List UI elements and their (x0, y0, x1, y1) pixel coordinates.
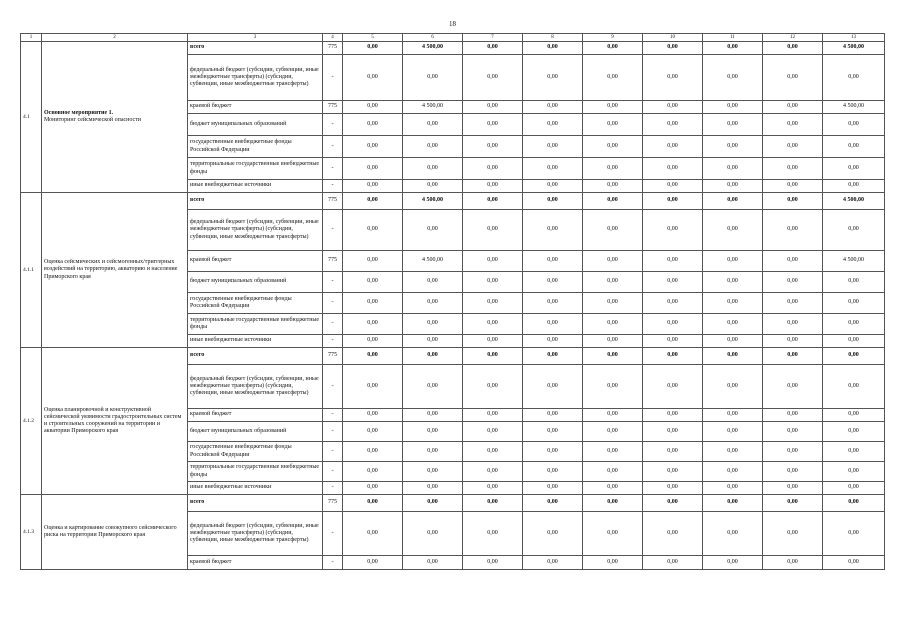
amount-cell: 0,00 (583, 293, 643, 314)
amount-cell: 0,00 (343, 314, 403, 335)
section-title: Оценка сейсмических и сейсмогенных/триггерных воздействий на территорию, акваторию и население Приморского края (44, 259, 178, 280)
amount-cell: 0,00 (703, 251, 763, 272)
amount-cell: 0,00 (463, 335, 523, 348)
column-header: 12 (763, 34, 823, 42)
amount-cell: 0,00 (463, 55, 523, 101)
amount-cell: 0,00 (463, 512, 523, 556)
amount-cell: 0,00 (463, 101, 523, 114)
amount-cell: 0,00 (823, 158, 885, 180)
amount-cell: 0,00 (403, 210, 463, 251)
amount-cell: 0,00 (343, 42, 403, 55)
budget-code: - (323, 114, 343, 136)
funding-source: всего (188, 193, 323, 210)
budget-code: - (323, 136, 343, 158)
amount-cell: 0,00 (583, 556, 643, 570)
column-header: 13 (823, 34, 885, 42)
budget-code: 775 (323, 101, 343, 114)
funding-source: территориальные государственные внебюджетные фонды (188, 314, 323, 335)
amount-cell: 0,00 (463, 114, 523, 136)
amount-cell: 0,00 (823, 422, 885, 442)
amount-cell: 0,00 (523, 409, 583, 422)
amount-cell: 0,00 (643, 136, 703, 158)
section-title: Оценка и картирование совокупного сейсмического риска на территории Приморского края (44, 524, 177, 538)
budget-code: 775 (323, 251, 343, 272)
amount-cell: 0,00 (583, 136, 643, 158)
budget-code: - (323, 335, 343, 348)
amount-cell: 0,00 (343, 114, 403, 136)
amount-cell: 0,00 (763, 193, 823, 210)
amount-cell: 0,00 (523, 114, 583, 136)
amount-cell: 0,00 (463, 348, 523, 365)
amount-cell: 0,00 (763, 482, 823, 495)
amount-cell: 0,00 (463, 272, 523, 293)
budget-code: - (323, 158, 343, 180)
amount-cell: 0,00 (643, 422, 703, 442)
amount-cell: 0,00 (703, 158, 763, 180)
budget-code: - (323, 55, 343, 101)
amount-cell: 0,00 (523, 42, 583, 55)
budget-code: - (323, 442, 343, 462)
amount-cell: 0,00 (523, 442, 583, 462)
amount-cell: 0,00 (343, 335, 403, 348)
amount-cell: 0,00 (643, 556, 703, 570)
amount-cell: 0,00 (823, 293, 885, 314)
amount-cell: 0,00 (463, 442, 523, 462)
amount-cell: 0,00 (523, 136, 583, 158)
amount-cell: 0,00 (703, 442, 763, 462)
column-header: 11 (703, 34, 763, 42)
amount-cell: 0,00 (823, 136, 885, 158)
funding-source: государственные внебюджетные фонды Российской Федерации (188, 442, 323, 462)
budget-code: - (323, 272, 343, 293)
amount-cell: 0,00 (643, 42, 703, 55)
funding-source: всего (188, 42, 323, 55)
amount-cell: 0,00 (643, 442, 703, 462)
amount-cell: 0,00 (463, 409, 523, 422)
funding-source: иные внебюджетные источники (188, 180, 323, 193)
amount-cell: 0,00 (763, 314, 823, 335)
amount-cell: 0,00 (463, 482, 523, 495)
amount-cell: 0,00 (343, 365, 403, 409)
amount-cell: 0,00 (703, 348, 763, 365)
amount-cell: 0,00 (763, 101, 823, 114)
amount-cell: 0,00 (823, 314, 885, 335)
amount-cell: 0,00 (583, 101, 643, 114)
amount-cell: 0,00 (763, 442, 823, 462)
amount-cell: 0,00 (643, 293, 703, 314)
funding-source: бюджет муниципальных образований (188, 272, 323, 293)
amount-cell: 0,00 (763, 158, 823, 180)
amount-cell: 0,00 (463, 365, 523, 409)
budget-code: 775 (323, 42, 343, 55)
amount-cell: 0,00 (703, 512, 763, 556)
section-name-cell (42, 495, 188, 570)
funding-source: территориальные государственные внебюджетные фонды (188, 462, 323, 482)
budget-code: - (323, 180, 343, 193)
amount-cell: 0,00 (763, 251, 823, 272)
amount-cell: 0,00 (703, 42, 763, 55)
amount-cell: 0,00 (703, 422, 763, 442)
budget-code: - (323, 512, 343, 556)
amount-cell: 0,00 (523, 512, 583, 556)
amount-cell: 0,00 (583, 409, 643, 422)
amount-cell: 0,00 (343, 556, 403, 570)
amount-cell: 0,00 (583, 210, 643, 251)
amount-cell: 0,00 (583, 114, 643, 136)
amount-cell: 0,00 (763, 136, 823, 158)
amount-cell: 4 500,00 (823, 42, 885, 55)
amount-cell: 0,00 (643, 55, 703, 101)
amount-cell: 0,00 (583, 442, 643, 462)
amount-cell: 0,00 (823, 114, 885, 136)
amount-cell: 0,00 (823, 55, 885, 101)
budget-code: 775 (323, 495, 343, 512)
amount-cell: 0,00 (523, 272, 583, 293)
amount-cell: 0,00 (583, 272, 643, 293)
amount-cell: 0,00 (583, 495, 643, 512)
amount-cell: 0,00 (703, 210, 763, 251)
amount-cell: 0,00 (703, 55, 763, 101)
amount-cell: 0,00 (343, 482, 403, 495)
section-code: 4.1 (21, 42, 42, 193)
funding-source: федеральный бюджет (субсидии, субвенции, иные межбюджетные трансферты) (субсидии, субвенции, иные межбюджетные трансферты) (188, 55, 323, 101)
amount-cell: 0,00 (583, 314, 643, 335)
funding-source: территориальные государственные внебюджетные фонды (188, 158, 323, 180)
amount-cell: 0,00 (343, 158, 403, 180)
amount-cell: 0,00 (643, 462, 703, 482)
amount-cell: 0,00 (643, 482, 703, 495)
amount-cell: 4 500,00 (403, 193, 463, 210)
amount-cell: 0,00 (703, 462, 763, 482)
amount-cell: 0,00 (343, 101, 403, 114)
funding-source: всего (188, 495, 323, 512)
amount-cell: 0,00 (583, 251, 643, 272)
amount-cell: 0,00 (343, 462, 403, 482)
amount-cell: 0,00 (523, 422, 583, 442)
amount-cell: 0,00 (763, 180, 823, 193)
amount-cell: 0,00 (403, 482, 463, 495)
amount-cell: 0,00 (523, 482, 583, 495)
funding-source: иные внебюджетные источники (188, 335, 323, 348)
budget-table (20, 33, 885, 570)
amount-cell: 0,00 (703, 136, 763, 158)
amount-cell: 0,00 (643, 512, 703, 556)
amount-cell: 4 500,00 (823, 251, 885, 272)
budget-code: - (323, 462, 343, 482)
amount-cell: 0,00 (823, 512, 885, 556)
section-title: Оценка планировочной и конструктивной сейсмической уязвимости градостроительных систем и строительных сооружений на территории и акватории Приморского края (44, 406, 182, 435)
budget-code: - (323, 409, 343, 422)
amount-cell: 0,00 (823, 365, 885, 409)
amount-cell: 0,00 (583, 365, 643, 409)
amount-cell: 0,00 (583, 512, 643, 556)
amount-cell: 0,00 (523, 462, 583, 482)
funding-source: всего (188, 348, 323, 365)
amount-cell: 0,00 (463, 314, 523, 335)
amount-cell: 0,00 (763, 462, 823, 482)
amount-cell: 0,00 (523, 365, 583, 409)
section-code: 4.1.3 (21, 495, 42, 570)
amount-cell: 0,00 (403, 314, 463, 335)
amount-cell: 0,00 (343, 55, 403, 101)
amount-cell: 0,00 (523, 348, 583, 365)
amount-cell: 0,00 (463, 462, 523, 482)
amount-cell: 0,00 (403, 114, 463, 136)
amount-cell: 0,00 (463, 556, 523, 570)
amount-cell: 0,00 (463, 210, 523, 251)
section-title-bold: Основное мероприятие 1. (44, 109, 114, 116)
column-header: 2 (42, 34, 188, 42)
amount-cell: 0,00 (763, 556, 823, 570)
amount-cell: 0,00 (703, 495, 763, 512)
amount-cell: 0,00 (523, 293, 583, 314)
amount-cell: 0,00 (703, 365, 763, 409)
funding-source: бюджет муниципальных образований (188, 114, 323, 136)
amount-cell: 0,00 (343, 442, 403, 462)
funding-source: краевой бюджет (188, 556, 323, 570)
amount-cell: 0,00 (343, 422, 403, 442)
amount-cell: 4 500,00 (403, 251, 463, 272)
amount-cell: 4 500,00 (823, 101, 885, 114)
funding-source: иные внебюджетные источники (188, 482, 323, 495)
amount-cell: 0,00 (403, 422, 463, 442)
budget-code: - (323, 293, 343, 314)
amount-cell: 0,00 (583, 42, 643, 55)
amount-cell: 0,00 (643, 158, 703, 180)
column-header: 8 (523, 34, 583, 42)
column-header: 4 (323, 34, 343, 42)
amount-cell: 0,00 (523, 556, 583, 570)
amount-cell: 0,00 (463, 193, 523, 210)
section-code: 4.1.2 (21, 348, 42, 495)
amount-cell: 0,00 (703, 335, 763, 348)
amount-cell: 0,00 (643, 251, 703, 272)
section-code: 4.1.1 (21, 193, 42, 348)
budget-code: - (323, 365, 343, 409)
amount-cell: 0,00 (343, 495, 403, 512)
amount-cell: 0,00 (403, 55, 463, 101)
amount-cell: 0,00 (823, 180, 885, 193)
amount-cell: 0,00 (763, 210, 823, 251)
amount-cell: 0,00 (763, 114, 823, 136)
amount-cell: 0,00 (823, 409, 885, 422)
amount-cell: 0,00 (463, 495, 523, 512)
funding-source: краевой бюджет (188, 409, 323, 422)
amount-cell: 0,00 (403, 136, 463, 158)
funding-source: краевой бюджет (188, 101, 323, 114)
amount-cell: 0,00 (523, 158, 583, 180)
amount-cell: 0,00 (583, 193, 643, 210)
amount-cell: 0,00 (763, 495, 823, 512)
column-header: 9 (583, 34, 643, 42)
amount-cell: 0,00 (823, 335, 885, 348)
amount-cell: 0,00 (643, 193, 703, 210)
section-name-cell (42, 193, 188, 348)
amount-cell: 0,00 (343, 210, 403, 251)
section-name-cell (42, 348, 188, 495)
amount-cell: 0,00 (763, 42, 823, 55)
amount-cell: 0,00 (643, 114, 703, 136)
amount-cell: 0,00 (763, 365, 823, 409)
amount-cell: 0,00 (583, 348, 643, 365)
amount-cell: 0,00 (703, 193, 763, 210)
amount-cell: 0,00 (583, 335, 643, 348)
amount-cell: 0,00 (463, 136, 523, 158)
amount-cell: 0,00 (523, 55, 583, 101)
budget-code: 775 (323, 348, 343, 365)
amount-cell: 0,00 (463, 422, 523, 442)
amount-cell: 0,00 (763, 409, 823, 422)
amount-cell: 0,00 (703, 556, 763, 570)
amount-cell: 0,00 (643, 314, 703, 335)
amount-cell: 4 500,00 (403, 42, 463, 55)
amount-cell: 0,00 (463, 180, 523, 193)
amount-cell: 0,00 (343, 409, 403, 422)
amount-cell: 0,00 (523, 495, 583, 512)
amount-cell: 0,00 (403, 180, 463, 193)
amount-cell: 0,00 (463, 251, 523, 272)
amount-cell: 0,00 (703, 314, 763, 335)
table-row (21, 193, 885, 210)
amount-cell: 0,00 (643, 101, 703, 114)
amount-cell: 0,00 (343, 348, 403, 365)
amount-cell: 0,00 (643, 365, 703, 409)
amount-cell: 0,00 (403, 335, 463, 348)
funding-source: федеральный бюджет (субсидии, субвенции, иные межбюджетные трансферты) (субсидии, субвенции, иные межбюджетные трансферты) (188, 512, 323, 556)
section-name-cell (42, 42, 188, 193)
amount-cell: 0,00 (403, 293, 463, 314)
amount-cell: 0,00 (523, 314, 583, 335)
amount-cell: 0,00 (583, 158, 643, 180)
amount-cell: 0,00 (583, 422, 643, 442)
amount-cell: 0,00 (643, 495, 703, 512)
amount-cell: 0,00 (523, 101, 583, 114)
budget-code: 775 (323, 193, 343, 210)
amount-cell: 0,00 (823, 495, 885, 512)
funding-source: государственные внебюджетные фонды Российской Федерации (188, 293, 323, 314)
amount-cell: 0,00 (343, 512, 403, 556)
amount-cell: 0,00 (823, 442, 885, 462)
amount-cell: 0,00 (403, 556, 463, 570)
amount-cell: 0,00 (403, 348, 463, 365)
amount-cell: 0,00 (403, 442, 463, 462)
amount-cell: 0,00 (643, 272, 703, 293)
budget-code: - (323, 210, 343, 251)
amount-cell: 0,00 (403, 158, 463, 180)
amount-cell: 0,00 (763, 272, 823, 293)
amount-cell: 0,00 (823, 462, 885, 482)
amount-cell: 0,00 (463, 293, 523, 314)
amount-cell: 0,00 (583, 482, 643, 495)
funding-source: федеральный бюджет (субсидии, субвенции, иные межбюджетные трансферты) (субсидии, субвенции, иные межбюджетные трансферты) (188, 365, 323, 409)
table-body (21, 42, 885, 570)
amount-cell: 0,00 (403, 272, 463, 293)
funding-source: федеральный бюджет (субсидии, субвенции, иные межбюджетные трансферты) (субсидии, субвенции, иные межбюджетные трансферты) (188, 210, 323, 251)
amount-cell: 0,00 (643, 180, 703, 193)
amount-cell: 0,00 (763, 348, 823, 365)
amount-cell: 0,00 (763, 512, 823, 556)
amount-cell: 0,00 (703, 101, 763, 114)
amount-cell: 0,00 (523, 210, 583, 251)
amount-cell: 0,00 (583, 180, 643, 193)
amount-cell: 0,00 (523, 180, 583, 193)
column-header: 6 (403, 34, 463, 42)
budget-code: - (323, 482, 343, 495)
amount-cell: 0,00 (823, 272, 885, 293)
page-number: 18 (449, 20, 456, 28)
table-row (21, 42, 885, 55)
column-header: 3 (188, 34, 323, 42)
amount-cell: 0,00 (343, 136, 403, 158)
amount-cell: 0,00 (403, 495, 463, 512)
amount-cell: 0,00 (703, 114, 763, 136)
amount-cell: 0,00 (403, 409, 463, 422)
column-header: 7 (463, 34, 523, 42)
amount-cell: 0,00 (763, 422, 823, 442)
amount-cell: 0,00 (823, 556, 885, 570)
amount-cell: 0,00 (823, 210, 885, 251)
amount-cell: 0,00 (583, 55, 643, 101)
amount-cell: 0,00 (763, 293, 823, 314)
budget-code: - (323, 314, 343, 335)
amount-cell: 0,00 (403, 512, 463, 556)
amount-cell: 0,00 (643, 409, 703, 422)
column-header: 5 (343, 34, 403, 42)
amount-cell: 0,00 (703, 409, 763, 422)
amount-cell: 0,00 (523, 335, 583, 348)
amount-cell: 0,00 (703, 272, 763, 293)
budget-code: - (323, 556, 343, 570)
amount-cell: 0,00 (823, 348, 885, 365)
amount-cell: 0,00 (703, 293, 763, 314)
table-row (21, 348, 885, 365)
amount-cell: 0,00 (403, 365, 463, 409)
amount-cell: 0,00 (343, 272, 403, 293)
funding-source: бюджет муниципальных образований (188, 422, 323, 442)
column-header-row (21, 34, 885, 42)
amount-cell: 4 500,00 (403, 101, 463, 114)
amount-cell: 0,00 (763, 55, 823, 101)
amount-cell: 0,00 (523, 251, 583, 272)
amount-cell: 0,00 (583, 462, 643, 482)
amount-cell: 0,00 (703, 180, 763, 193)
amount-cell: 0,00 (343, 251, 403, 272)
amount-cell: 0,00 (643, 335, 703, 348)
amount-cell: 0,00 (343, 193, 403, 210)
table-row (21, 495, 885, 512)
amount-cell: 0,00 (343, 293, 403, 314)
amount-cell: 0,00 (703, 482, 763, 495)
amount-cell: 0,00 (343, 180, 403, 193)
amount-cell: 0,00 (763, 335, 823, 348)
amount-cell: 0,00 (643, 210, 703, 251)
funding-source: государственные внебюджетные фонды Российской Федерации (188, 136, 323, 158)
budget-code: - (323, 422, 343, 442)
column-header: 10 (643, 34, 703, 42)
amount-cell: 0,00 (823, 482, 885, 495)
column-header: 1 (21, 34, 42, 42)
funding-source: краевой бюджет (188, 251, 323, 272)
amount-cell: 0,00 (523, 193, 583, 210)
amount-cell: 4 500,00 (823, 193, 885, 210)
amount-cell: 0,00 (643, 348, 703, 365)
amount-cell: 0,00 (463, 158, 523, 180)
section-title: Мониторинг сейсмической опасности (44, 117, 142, 123)
amount-cell: 0,00 (463, 42, 523, 55)
amount-cell: 0,00 (403, 462, 463, 482)
